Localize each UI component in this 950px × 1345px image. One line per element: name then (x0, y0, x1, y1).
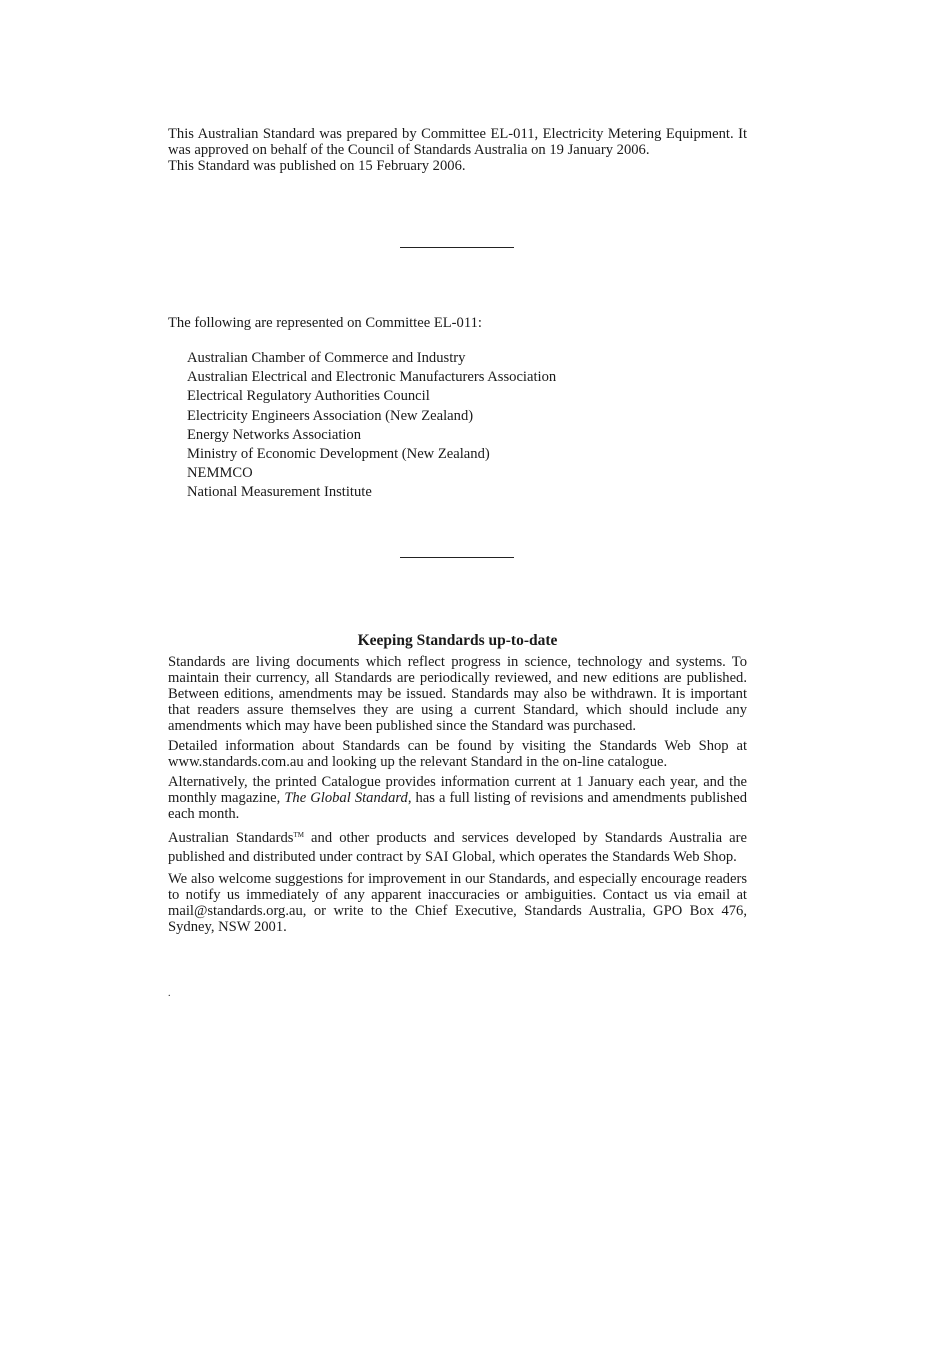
sai-text-end: and other products and services developed by Standards Australia are published and distributed under contract by SAI Global, which operates the Standards Web Shop. (168, 830, 747, 865)
catalogue-text-start: Alternatively, the printed Catalogue provides information current at 1 January each year, and the monthly magazine, (168, 774, 747, 806)
catalogue-text-end: , has a full listing of revisions and amendments published each month. (168, 790, 747, 822)
organisation-item: Australian Chamber of Commerce and Industry (187, 350, 466, 366)
organisation-item: National Measurement Institute (187, 484, 372, 501)
sai-text-start: Australian Standards (168, 830, 294, 846)
committee-organisation-list (187, 349, 556, 503)
keeping-paragraph-sai-global (168, 826, 747, 867)
organisation-item: Electricity Engineers Association (New Zealand) (187, 407, 474, 424)
keeping-paragraph-web-shop: Detailed information about Standards can be found by visiting the Standards Web Shop at www.standards.com.au and looking up the relevant Standard in the on-line catalogue. (168, 738, 747, 770)
organisation-item: Electrical Regulatory Authorities Council (187, 388, 430, 405)
keeping-paragraph-living-documents: Standards are living documents which reflect progress in science, technology and systems. To maintain their currency, all Standards are periodically reviewed, and new editions are published. Between editions, amendments may be issued. Standards may also be withdrawn. It is important that readers assure themselves they are using a current Standard, which should include any amendments which may have been published since the Standard was purchased. (168, 654, 747, 734)
organisation-item: NEMMCO (187, 465, 253, 482)
keeping-paragraph-catalogue (168, 774, 747, 822)
trademark-mark: TM (293, 831, 304, 839)
keeping-paragraph-feedback: We also welcome suggestions for improvement in our Standards, and especially encourage readers to notify us immediately of any apparent inaccuracies or ambiguities. Contact us via email at mail@standards.org.au, or write to the Chief Executive, Standards Australia, GPO Box 476, Sydney, NSW 2001. (168, 871, 747, 935)
magazine-title: The Global Standard (284, 790, 408, 806)
organisation-item: Ministry of Economic Development (New Zealand) (187, 446, 490, 463)
committee-representation-intro: The following are represented on Committee EL-011: (168, 315, 482, 331)
trailing-mark: . (168, 988, 171, 999)
keeping-standards-section (168, 654, 747, 939)
organisation-item: Australian Electrical and Electronic Manufacturers Association (187, 369, 557, 386)
publication-date-statement: This Standard was published on 15 February 2006. (168, 158, 466, 174)
keeping-standards-heading: Keeping Standards up-to-date (357, 632, 558, 649)
organisation-item: Energy Networks Association (187, 426, 362, 443)
section-divider-2 (400, 557, 514, 558)
approval-statement: This Australian Standard was prepared by Committee EL-011, Electricity Metering Equipment. It was approved on behalf of the Council of Standards Australia on 19 January 2006. (168, 126, 747, 158)
approval-notice (168, 126, 747, 174)
section-divider-1 (400, 247, 514, 248)
